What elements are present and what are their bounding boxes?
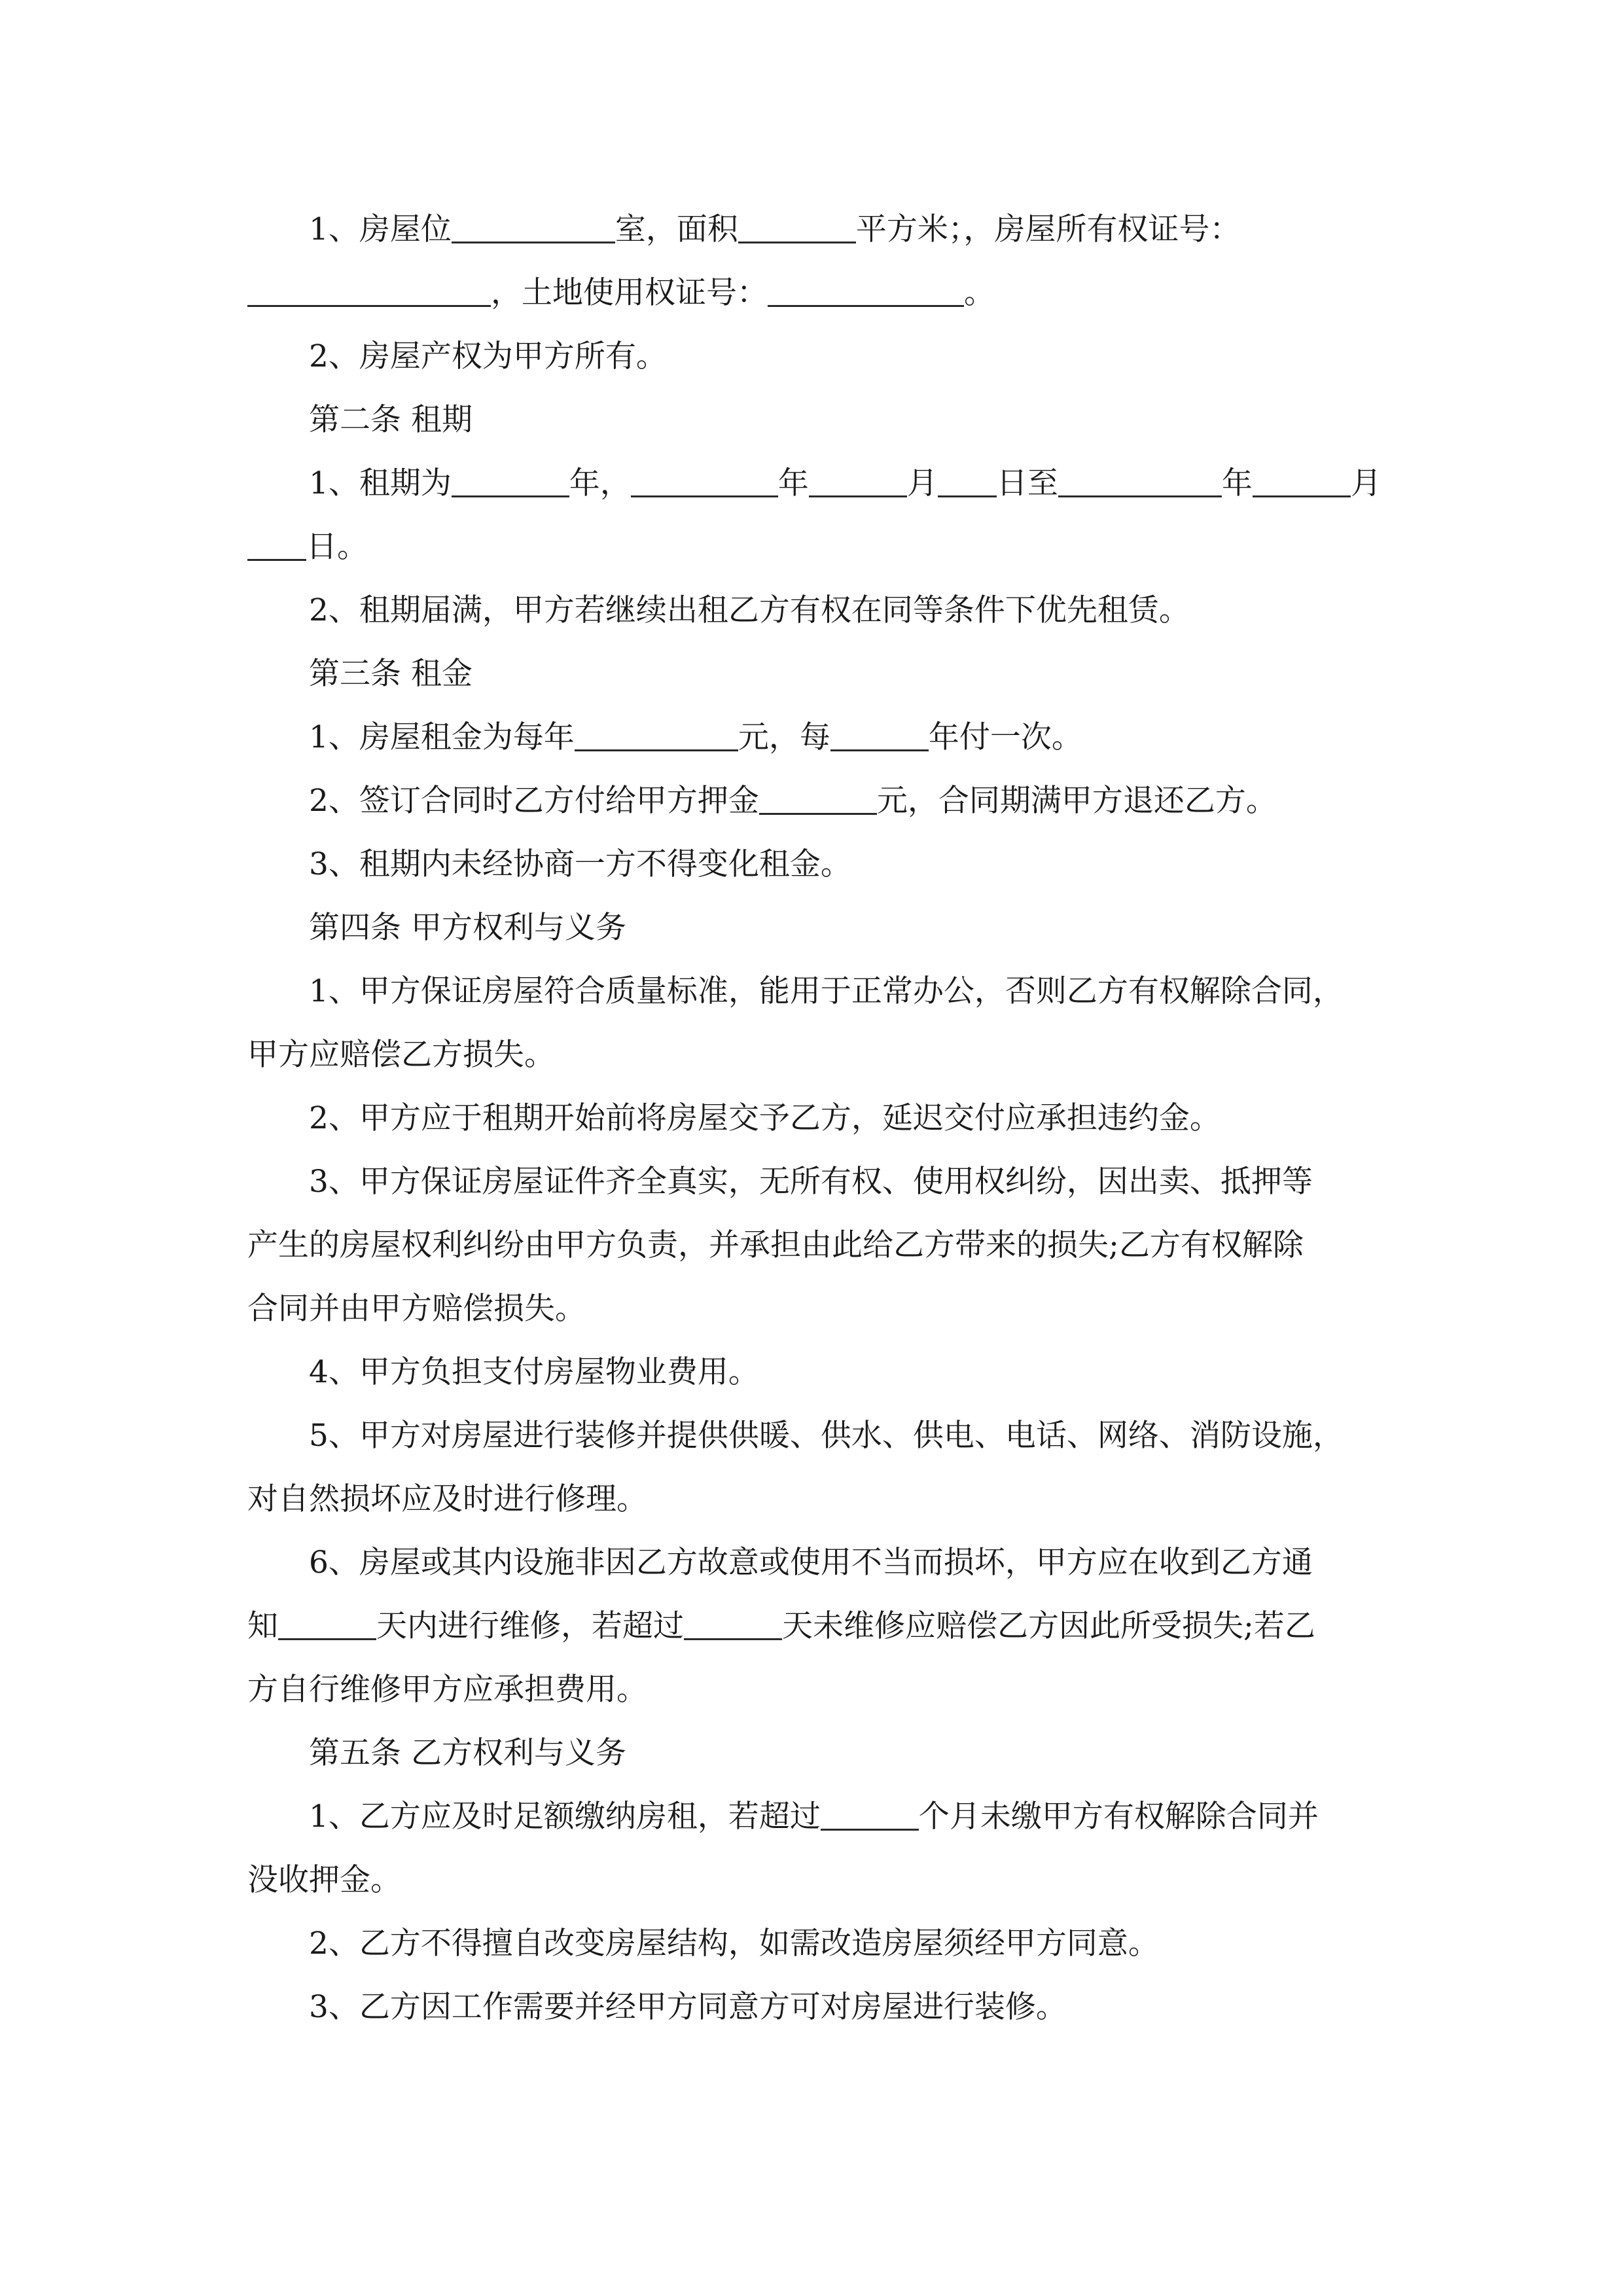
text: 日至 (996, 465, 1058, 501)
blank-field (738, 201, 856, 243)
text: 年付一次。 (928, 719, 1082, 755)
paragraph-line: 2、租期届满，甲方若继续出租乙方有权在同等条件下优先租赁。 (309, 592, 1190, 628)
paragraph-line (247, 769, 1380, 833)
paragraph-line (247, 261, 1380, 325)
blank-field (631, 455, 778, 497)
text: 1、房屋租金为每年 (309, 719, 575, 755)
contract-body (247, 198, 1380, 2039)
text: 天未维修应赔偿乙方因此所受损失;若乙 (782, 1608, 1315, 1644)
section-heading: 第四条 甲方权利与义务 (309, 910, 626, 946)
paragraph-line: 3、乙方因工作需要并经甲方同意方可对房屋进行装修。 (309, 1989, 1067, 2025)
blank-field (821, 1788, 919, 1831)
paragraph-line: 合同并由甲方赔偿损失。 (247, 1291, 586, 1327)
text: 元，每 (738, 719, 830, 755)
paragraph-line: 产生的房屋权利纠纷由甲方负责，并承担由此给乙方带来的损失;乙方有权解除 (247, 1227, 1304, 1263)
text: 月 (906, 465, 938, 501)
paragraph-line: 方自行维修甲方应承担费用。 (247, 1672, 647, 1708)
text: 2、签订合同时乙方付给甲方押金 (309, 783, 759, 819)
paragraph-line: 4、甲方负担支付房屋物业费用。 (309, 1354, 759, 1390)
text: 1、房屋位 (309, 211, 452, 247)
paragraph-line (247, 198, 1380, 261)
section-heading: 第二条 租期 (309, 402, 473, 438)
text: 个月未缴甲方有权解除合同并 (918, 1799, 1319, 1835)
blank-field (809, 455, 907, 497)
blank-field (938, 455, 997, 497)
text: 元，合同期满甲方退还乙方。 (876, 783, 1277, 819)
paragraph-line (247, 1785, 1380, 1848)
blank-field (768, 264, 964, 307)
blank-field (278, 1598, 376, 1640)
text: 年 (1221, 465, 1253, 501)
text: 天内进行维修，若超过 (376, 1608, 684, 1644)
paragraph-line: 对自然损坏应及时进行修理。 (247, 1481, 647, 1517)
paragraph-line: 甲方应赔偿乙方损失。 (247, 1037, 555, 1073)
text: ，土地使用权证号： (491, 275, 768, 311)
text: 室，面积 (615, 211, 738, 247)
text: 年， (569, 465, 631, 501)
text: 1、乙方应及时足额缴纳房租，若超过 (309, 1799, 821, 1835)
blank-field (247, 518, 306, 561)
paragraph-line: 6、房屋或其内设施非因乙方故意或使用不当而损坏，甲方应在收到乙方通 (309, 1545, 1313, 1581)
paragraph-line (247, 452, 1380, 515)
text: 日。 (306, 529, 368, 565)
paragraph-line (247, 1594, 1380, 1658)
text: 。 (964, 275, 995, 311)
paragraph-line: 3、租期内未经协商一方不得变化租金。 (309, 846, 851, 882)
paragraph-line: 2、甲方应于租期开始前将房屋交予乙方，延迟交付应承担违约金。 (309, 1100, 1221, 1136)
paragraph-line: 3、甲方保证房屋证件齐全真实，无所有权、使用权纠纷，因出卖、抵押等 (309, 1164, 1313, 1200)
paragraph-line: 2、房屋产权为甲方所有。 (309, 338, 667, 374)
blank-field (830, 709, 929, 751)
text: 月 (1350, 465, 1382, 501)
paragraph-line (247, 515, 1380, 579)
text: 年 (777, 465, 809, 501)
blank-field (684, 1598, 782, 1640)
blank-field (575, 709, 738, 751)
blank-field (1058, 455, 1222, 497)
section-heading: 第五条 乙方权利与义务 (309, 1735, 626, 1771)
paragraph-line: 5、甲方对房屋进行装修并提供供暖、供水、供电、电话、网络、消防设施， (309, 1418, 1344, 1454)
paragraph-line: 2、乙方不得擅自改变房屋结构，如需改造房屋须经甲方同意。 (309, 1926, 1159, 1962)
blank-field (247, 264, 491, 307)
paragraph-line: 1、甲方保证房屋符合质量标准，能用于正常办公，否则乙方有权解除合同， (309, 973, 1344, 1009)
section-heading: 第三条 租金 (309, 656, 473, 692)
blank-field (1253, 455, 1351, 497)
text: 1、租期为 (309, 465, 452, 501)
paragraph-line: 没收押金。 (247, 1862, 401, 1898)
blank-field (452, 201, 615, 243)
text: 知 (247, 1608, 278, 1644)
text: 平方米；，房屋所有权证号： (855, 211, 1241, 247)
blank-field (452, 455, 569, 497)
paragraph-line (247, 706, 1380, 769)
blank-field (759, 772, 877, 815)
